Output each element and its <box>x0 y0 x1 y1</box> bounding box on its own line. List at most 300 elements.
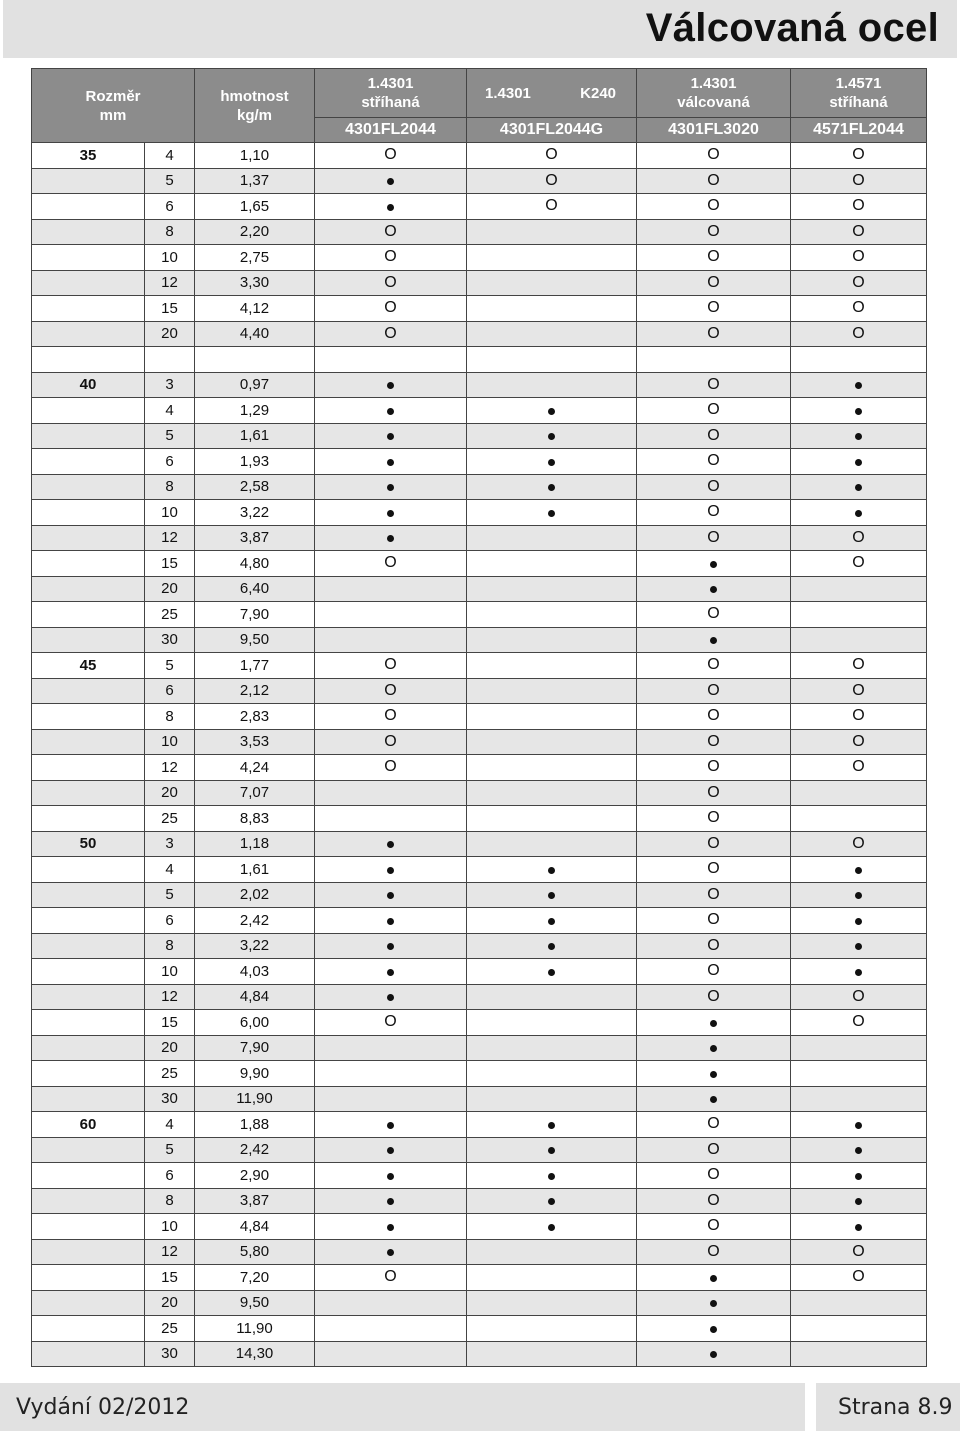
availability-cell <box>467 576 637 602</box>
availability-cell <box>315 678 467 704</box>
availability-symbol: O <box>384 222 397 240</box>
header-dimension-unit: mm <box>99 106 127 124</box>
thickness-cell: 4 <box>145 143 195 169</box>
availability-cell <box>791 908 927 934</box>
filled-dot-icon <box>855 1198 862 1205</box>
header-col4-type: stříhaná <box>829 94 888 111</box>
availability-cell <box>315 1316 467 1342</box>
availability-cell <box>791 933 927 959</box>
dimension-cell <box>32 780 145 806</box>
table-row <box>32 168 927 194</box>
availability-cell <box>467 219 637 245</box>
footer-edition: Vydání 02/2012 <box>16 1395 190 1420</box>
table-row <box>32 194 927 220</box>
header-weight <box>195 69 315 143</box>
filled-dot-icon <box>548 892 555 899</box>
header-col3-type: válcovaná <box>677 94 750 111</box>
dimension-cell: 45 <box>32 653 145 679</box>
thickness-cell: 6 <box>145 678 195 704</box>
availability-symbol: O <box>707 503 720 521</box>
availability-cell <box>467 780 637 806</box>
availability-cell <box>315 1112 467 1138</box>
availability-cell <box>315 755 467 781</box>
availability-cell <box>315 1290 467 1316</box>
availability-cell <box>791 1265 927 1291</box>
table-row <box>32 729 927 755</box>
availability-cell <box>637 525 791 551</box>
dimension-cell: 60 <box>32 1112 145 1138</box>
thickness-cell: 20 <box>145 1035 195 1061</box>
availability-cell <box>637 474 791 500</box>
availability-cell <box>791 755 927 781</box>
thickness-cell: 12 <box>145 984 195 1010</box>
availability-cell <box>315 219 467 245</box>
table-row <box>32 296 927 322</box>
table-row <box>32 1061 927 1087</box>
weight-cell: 7,90 <box>195 602 315 628</box>
availability-cell <box>791 653 927 679</box>
availability-cell <box>315 806 467 832</box>
availability-cell <box>315 780 467 806</box>
dimension-cell <box>32 959 145 985</box>
weight-cell: 2,58 <box>195 474 315 500</box>
availability-cell <box>315 1188 467 1214</box>
dimension-cell <box>32 755 145 781</box>
header-code3: 4301FL3020 <box>637 118 791 143</box>
table-row <box>32 831 927 857</box>
header-col2-type: K240 <box>580 84 617 102</box>
dimension-cell <box>32 1316 145 1342</box>
availability-symbol: O <box>852 681 865 699</box>
availability-cell <box>637 678 791 704</box>
dimension-cell <box>32 321 145 347</box>
filled-dot-icon <box>548 1224 555 1231</box>
thickness-cell: 5 <box>145 653 195 679</box>
filled-dot-icon <box>387 1147 394 1154</box>
availability-cell <box>315 194 467 220</box>
weight-cell: 3,53 <box>195 729 315 755</box>
thickness-cell: 6 <box>145 908 195 934</box>
availability-cell <box>467 398 637 424</box>
dimension-cell <box>32 1265 145 1291</box>
availability-cell <box>791 245 927 271</box>
availability-cell <box>315 245 467 271</box>
availability-cell <box>791 1137 927 1163</box>
dimension-cell <box>32 576 145 602</box>
header-dimension-label: Rozměr <box>85 87 141 105</box>
availability-cell <box>637 1035 791 1061</box>
table-row <box>32 372 927 398</box>
availability-symbol: O <box>384 273 397 291</box>
table-row <box>32 449 927 475</box>
availability-symbol: O <box>707 707 720 725</box>
availability-cell <box>791 627 927 653</box>
filled-dot-icon <box>548 1198 555 1205</box>
weight-cell: 4,24 <box>195 755 315 781</box>
table-row <box>32 602 927 628</box>
dimension-cell <box>32 1239 145 1265</box>
product-table <box>31 68 927 1367</box>
weight-cell: 3,22 <box>195 933 315 959</box>
filled-dot-icon <box>387 408 394 415</box>
thickness-cell: 4 <box>145 1112 195 1138</box>
header-weight-unit: kg/m <box>237 106 273 124</box>
availability-cell <box>637 1214 791 1240</box>
weight-cell: 5,80 <box>195 1239 315 1265</box>
filled-dot-icon <box>387 204 394 211</box>
weight-cell: 6,00 <box>195 1010 315 1036</box>
thickness-cell: 3 <box>145 372 195 398</box>
table-row <box>32 576 927 602</box>
weight-cell: 4,40 <box>195 321 315 347</box>
availability-cell <box>315 296 467 322</box>
weight-cell: 9,90 <box>195 1061 315 1087</box>
availability-symbol: O <box>852 1013 865 1031</box>
table-row <box>32 500 927 526</box>
availability-cell <box>791 1035 927 1061</box>
availability-cell <box>637 984 791 1010</box>
availability-cell <box>467 602 637 628</box>
availability-symbol: O <box>707 477 720 495</box>
thickness-cell: 6 <box>145 449 195 475</box>
filled-dot-icon <box>548 1173 555 1180</box>
availability-symbol: O <box>384 248 397 266</box>
availability-symbol: O <box>707 324 720 342</box>
availability-cell <box>315 1035 467 1061</box>
availability-cell <box>467 245 637 271</box>
dimension-cell <box>32 168 145 194</box>
availability-symbol: O <box>384 758 397 776</box>
header-col1-type: stříhaná <box>361 94 420 111</box>
thickness-cell: 10 <box>145 500 195 526</box>
dimension-cell <box>32 1341 145 1367</box>
dimension-cell <box>32 806 145 832</box>
filled-dot-icon <box>710 1096 717 1103</box>
availability-cell <box>467 525 637 551</box>
weight-cell: 2,12 <box>195 678 315 704</box>
weight-cell: 1,61 <box>195 857 315 883</box>
table-row <box>32 1341 927 1367</box>
availability-symbol: O <box>707 1115 720 1133</box>
availability-cell <box>637 653 791 679</box>
availability-cell <box>467 270 637 296</box>
table-row <box>32 219 927 245</box>
availability-symbol: O <box>852 197 865 215</box>
dimension-cell <box>32 398 145 424</box>
availability-cell <box>637 1341 791 1367</box>
availability-symbol: O <box>707 1217 720 1235</box>
thickness-cell: 8 <box>145 219 195 245</box>
weight-cell: 1,77 <box>195 653 315 679</box>
thickness-cell: 10 <box>145 729 195 755</box>
thickness-cell: 30 <box>145 627 195 653</box>
thickness-cell: 8 <box>145 704 195 730</box>
filled-dot-icon <box>855 918 862 925</box>
availability-cell <box>315 1137 467 1163</box>
availability-symbol: O <box>384 1268 397 1286</box>
table-row <box>32 1214 927 1240</box>
availability-cell <box>791 831 927 857</box>
weight-cell: 9,50 <box>195 627 315 653</box>
availability-cell <box>791 296 927 322</box>
filled-dot-icon <box>548 408 555 415</box>
filled-dot-icon <box>387 510 394 517</box>
thickness-cell: 20 <box>145 576 195 602</box>
availability-cell <box>467 908 637 934</box>
availability-symbol: O <box>707 681 720 699</box>
availability-cell <box>637 423 791 449</box>
filled-dot-icon <box>710 1275 717 1282</box>
availability-cell <box>315 729 467 755</box>
availability-symbol: O <box>707 962 720 980</box>
table-row <box>32 627 927 653</box>
table-row <box>32 474 927 500</box>
table-row <box>32 959 927 985</box>
availability-cell <box>315 551 467 577</box>
dimension-cell <box>32 857 145 883</box>
availability-cell <box>315 321 467 347</box>
filled-dot-icon <box>548 867 555 874</box>
filled-dot-icon <box>710 586 717 593</box>
availability-cell <box>791 219 927 245</box>
thickness-cell: 10 <box>145 1214 195 1240</box>
availability-cell <box>315 474 467 500</box>
thickness-cell: 8 <box>145 1188 195 1214</box>
availability-cell <box>637 296 791 322</box>
footer-edition-bar <box>0 1383 805 1431</box>
weight-cell: 4,03 <box>195 959 315 985</box>
availability-cell <box>467 729 637 755</box>
filled-dot-icon <box>387 178 394 185</box>
weight-cell: 2,83 <box>195 704 315 730</box>
availability-cell <box>637 245 791 271</box>
availability-symbol: O <box>707 1191 720 1209</box>
filled-dot-icon <box>855 969 862 976</box>
availability-cell <box>315 984 467 1010</box>
table-row <box>32 1163 927 1189</box>
availability-symbol: O <box>852 656 865 674</box>
weight-cell: 1,65 <box>195 194 315 220</box>
weight-cell: 7,07 <box>195 780 315 806</box>
weight-cell: 1,29 <box>195 398 315 424</box>
availability-cell <box>637 1112 791 1138</box>
availability-cell <box>467 1188 637 1214</box>
table-row <box>32 653 927 679</box>
availability-cell <box>467 1112 637 1138</box>
weight-cell: 1,37 <box>195 168 315 194</box>
filled-dot-icon <box>387 943 394 950</box>
dimension-cell <box>32 500 145 526</box>
weight-cell: 3,30 <box>195 270 315 296</box>
availability-symbol: O <box>852 171 865 189</box>
availability-symbol: O <box>707 1242 720 1260</box>
availability-cell <box>791 882 927 908</box>
availability-cell <box>791 1188 927 1214</box>
dimension-cell <box>32 984 145 1010</box>
availability-cell <box>637 551 791 577</box>
weight-cell: 11,90 <box>195 1086 315 1112</box>
dimension-cell <box>32 908 145 934</box>
header-col2-grade: 1.4301 <box>485 84 531 102</box>
availability-cell <box>637 704 791 730</box>
filled-dot-icon <box>387 892 394 899</box>
table-row <box>32 347 927 373</box>
availability-cell <box>467 1290 637 1316</box>
dimension-cell <box>32 219 145 245</box>
availability-cell <box>791 194 927 220</box>
thickness-cell: 25 <box>145 806 195 832</box>
filled-dot-icon <box>710 1326 717 1333</box>
availability-cell <box>467 1265 637 1291</box>
table-row <box>32 908 927 934</box>
availability-cell <box>791 525 927 551</box>
dimension-cell <box>32 1137 145 1163</box>
table-row <box>32 1316 927 1342</box>
availability-cell <box>791 372 927 398</box>
availability-cell <box>637 806 791 832</box>
filled-dot-icon <box>387 535 394 542</box>
weight-cell <box>195 347 315 373</box>
thickness-cell: 6 <box>145 1163 195 1189</box>
availability-cell <box>467 423 637 449</box>
header-code4: 4571FL2044 <box>791 118 927 143</box>
availability-cell <box>637 143 791 169</box>
dimension-cell <box>32 270 145 296</box>
dimension-cell <box>32 194 145 220</box>
filled-dot-icon <box>710 1351 717 1358</box>
dimension-cell <box>32 729 145 755</box>
availability-cell <box>467 194 637 220</box>
thickness-cell: 12 <box>145 525 195 551</box>
availability-cell <box>637 602 791 628</box>
table-row <box>32 1137 927 1163</box>
availability-symbol: O <box>707 375 720 393</box>
filled-dot-icon <box>710 1045 717 1052</box>
availability-cell <box>791 423 927 449</box>
filled-dot-icon <box>387 994 394 1001</box>
availability-symbol: O <box>852 987 865 1005</box>
weight-cell: 2,02 <box>195 882 315 908</box>
availability-cell <box>791 270 927 296</box>
dimension-cell <box>32 1035 145 1061</box>
availability-cell <box>791 449 927 475</box>
availability-cell <box>791 806 927 832</box>
weight-cell: 11,90 <box>195 1316 315 1342</box>
availability-cell <box>637 347 791 373</box>
availability-cell <box>791 321 927 347</box>
availability-symbol: O <box>852 834 865 852</box>
filled-dot-icon <box>855 943 862 950</box>
weight-cell: 3,87 <box>195 525 315 551</box>
dimension-cell <box>32 678 145 704</box>
header-weight-label: hmotnost <box>220 87 289 105</box>
availability-cell <box>791 857 927 883</box>
thickness-cell: 25 <box>145 602 195 628</box>
filled-dot-icon <box>387 1198 394 1205</box>
availability-cell <box>467 168 637 194</box>
thickness-cell: 15 <box>145 296 195 322</box>
availability-cell <box>467 806 637 832</box>
table-row <box>32 806 927 832</box>
filled-dot-icon <box>548 510 555 517</box>
availability-cell <box>315 1163 467 1189</box>
availability-symbol: O <box>707 911 720 929</box>
availability-cell <box>315 1341 467 1367</box>
table-row <box>32 1239 927 1265</box>
filled-dot-icon <box>710 1071 717 1078</box>
thickness-cell: 20 <box>145 780 195 806</box>
table-row <box>32 857 927 883</box>
availability-cell <box>791 729 927 755</box>
weight-cell: 1,18 <box>195 831 315 857</box>
filled-dot-icon <box>387 867 394 874</box>
availability-symbol: O <box>545 197 558 215</box>
table-row <box>32 551 927 577</box>
availability-cell <box>467 653 637 679</box>
availability-cell <box>791 1010 927 1036</box>
table-row <box>32 678 927 704</box>
availability-cell <box>637 627 791 653</box>
thickness-cell <box>145 347 195 373</box>
availability-cell <box>315 270 467 296</box>
availability-cell <box>791 1061 927 1087</box>
header-dimension <box>32 69 195 143</box>
header-col2 <box>467 69 637 118</box>
availability-cell <box>467 1163 637 1189</box>
availability-cell <box>315 959 467 985</box>
availability-cell <box>637 959 791 985</box>
availability-cell <box>637 194 791 220</box>
availability-cell <box>637 857 791 883</box>
availability-cell <box>791 1239 927 1265</box>
availability-cell <box>637 882 791 908</box>
weight-cell: 4,84 <box>195 984 315 1010</box>
dimension-cell <box>32 449 145 475</box>
availability-cell <box>791 1214 927 1240</box>
availability-symbol: O <box>707 248 720 266</box>
availability-cell <box>315 449 467 475</box>
availability-cell <box>467 321 637 347</box>
header-col4-grade: 1.4571 <box>835 75 882 92</box>
availability-cell <box>637 500 791 526</box>
filled-dot-icon <box>548 943 555 950</box>
availability-cell <box>467 1137 637 1163</box>
availability-symbol: O <box>852 1242 865 1260</box>
availability-symbol: O <box>545 146 558 164</box>
dimension-cell <box>32 1061 145 1087</box>
filled-dot-icon <box>387 969 394 976</box>
header-col1 <box>315 69 467 118</box>
dimension-cell <box>32 882 145 908</box>
availability-symbol: O <box>384 681 397 699</box>
header-col4 <box>791 69 927 118</box>
availability-cell <box>637 219 791 245</box>
availability-symbol: O <box>545 171 558 189</box>
thickness-cell: 20 <box>145 321 195 347</box>
table-row <box>32 933 927 959</box>
filled-dot-icon <box>855 1224 862 1231</box>
availability-symbol: O <box>384 656 397 674</box>
filled-dot-icon <box>548 433 555 440</box>
availability-cell <box>315 857 467 883</box>
availability-symbol: O <box>707 809 720 827</box>
table-row <box>32 398 927 424</box>
thickness-cell: 5 <box>145 882 195 908</box>
table-row <box>32 525 927 551</box>
availability-cell <box>315 908 467 934</box>
availability-cell <box>637 933 791 959</box>
availability-symbol: O <box>384 707 397 725</box>
